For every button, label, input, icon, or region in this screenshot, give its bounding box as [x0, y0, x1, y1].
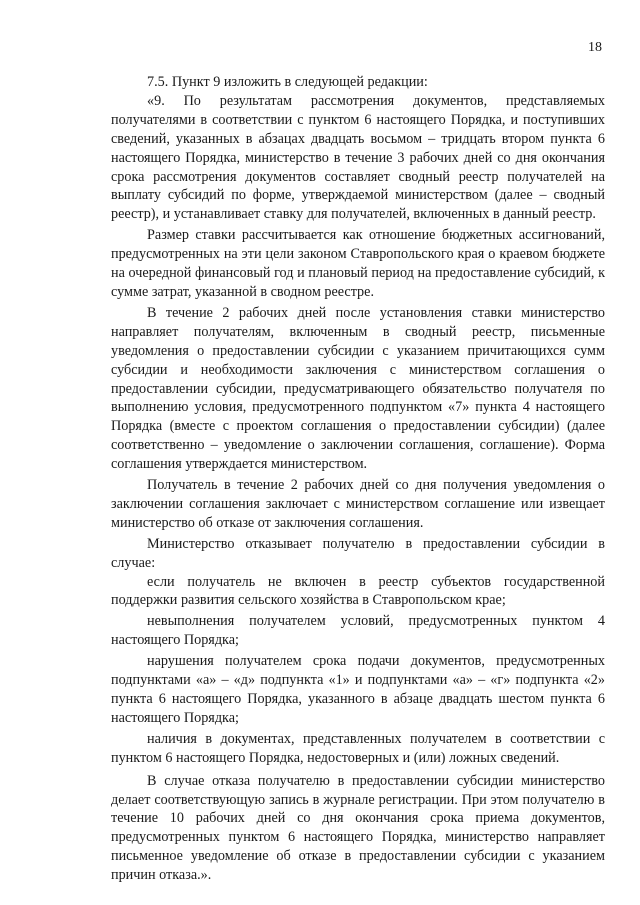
paragraph-amendment-heading: 7.5. Пункт 9 изложить в следующей редакции: [147, 74, 428, 90]
paragraph-refusal-reason-4: наличия в документах, представленных получателем в соответствии с пунктом 6 настоящего Порядка, недостоверных и (или) ложных сведений. [111, 730, 605, 766]
document-body [111, 73, 605, 885]
paragraph-point-9: «9. По результатам рассмотрения документов, представляемых получателями в соответствии с пунктом 6 настоящего Порядка, и поступивших сведений, указанных в абзацах двадцать восьмом – тридцать втором пункта 6 настоящего Порядка, министерство в течение 3 рабочих дней со дня окончания срока рассмотрения документов составляет сводный реестр получателей на выплату субсидий по форме, утверждаемой министерством (далее – сводный реестр), и устанавливает ставку для получателей, включенных в данный реестр. [111, 92, 605, 223]
paragraph-refusal-reason-2: невыполнения получателем условий, предусмотренных пунктом 4 настоящего Порядка; [111, 613, 605, 649]
paragraph-rate-size: Размер ставки рассчитывается как отношение бюджетных ассигнований, предусмотренных на эти цели законом Ставропольского края о краевом бюджете на очередной финансовый год и плановый период на предоставление субсидий, к сумме затрат, указанной в сводном реестре. [111, 227, 605, 300]
paragraph-refusal-procedure: В случае отказа получателю в предоставлении субсидии министерство делает соответствующую запись в журнале регистрации. При этом получателю в течение 10 рабочих дней со дня окончания срока приема документов, предусмотренных пунктом 6 настоящего Порядка, министерство направляет письменное уведомление об отказе в предоставлении субсидии с указанием причин отказа.». [111, 772, 605, 884]
paragraph-refusal-reason-3: нарушения получателем срока подачи документов, предусмотренных подпунктами «а» – «д» подпункта «1» и подпунктами «а» – «г» подпункта «2» пункта 6 настоящего Порядка, указанного в абзаце двадцать шестом пункта 6 настоящего Порядка; [111, 653, 605, 726]
paragraph-agreement: Получатель в течение 2 рабочих дней со дня получения уведомления о заключении соглашения заключает с министерством соглашение или извещает министерство об отказе от заключения соглашения. [111, 477, 605, 531]
page-number: 18 [588, 40, 602, 55]
paragraph-refusal-intro: Министерство отказывает получателю в предоставлении субсидии в случае: [111, 535, 605, 571]
paragraph-notification: В течение 2 рабочих дней после установления ставки министерство направляет получателям, включенным в сводный реестр, письменные уведомления о предоставлении субсидии с указанием причитающихся сумм субсидии и необходимости заключения с министерством соглашения о предоставлении субсидии, предусматривающего обязательство получателя по выполнению условия, предусмотренного подпунктом «7» пункта 4 настоящего Порядка (вместе с проектом соглашения о предоставлении субсидии) (далее соответственно – уведомление о заключении соглашения, соглашение). Форма соглашения утверждается министерством. [111, 304, 605, 473]
paragraph-refusal-reason-1: если получатель не включен в реестр субъектов государственной поддержки развития сельского хозяйства в Ставропольском крае; [111, 573, 605, 609]
